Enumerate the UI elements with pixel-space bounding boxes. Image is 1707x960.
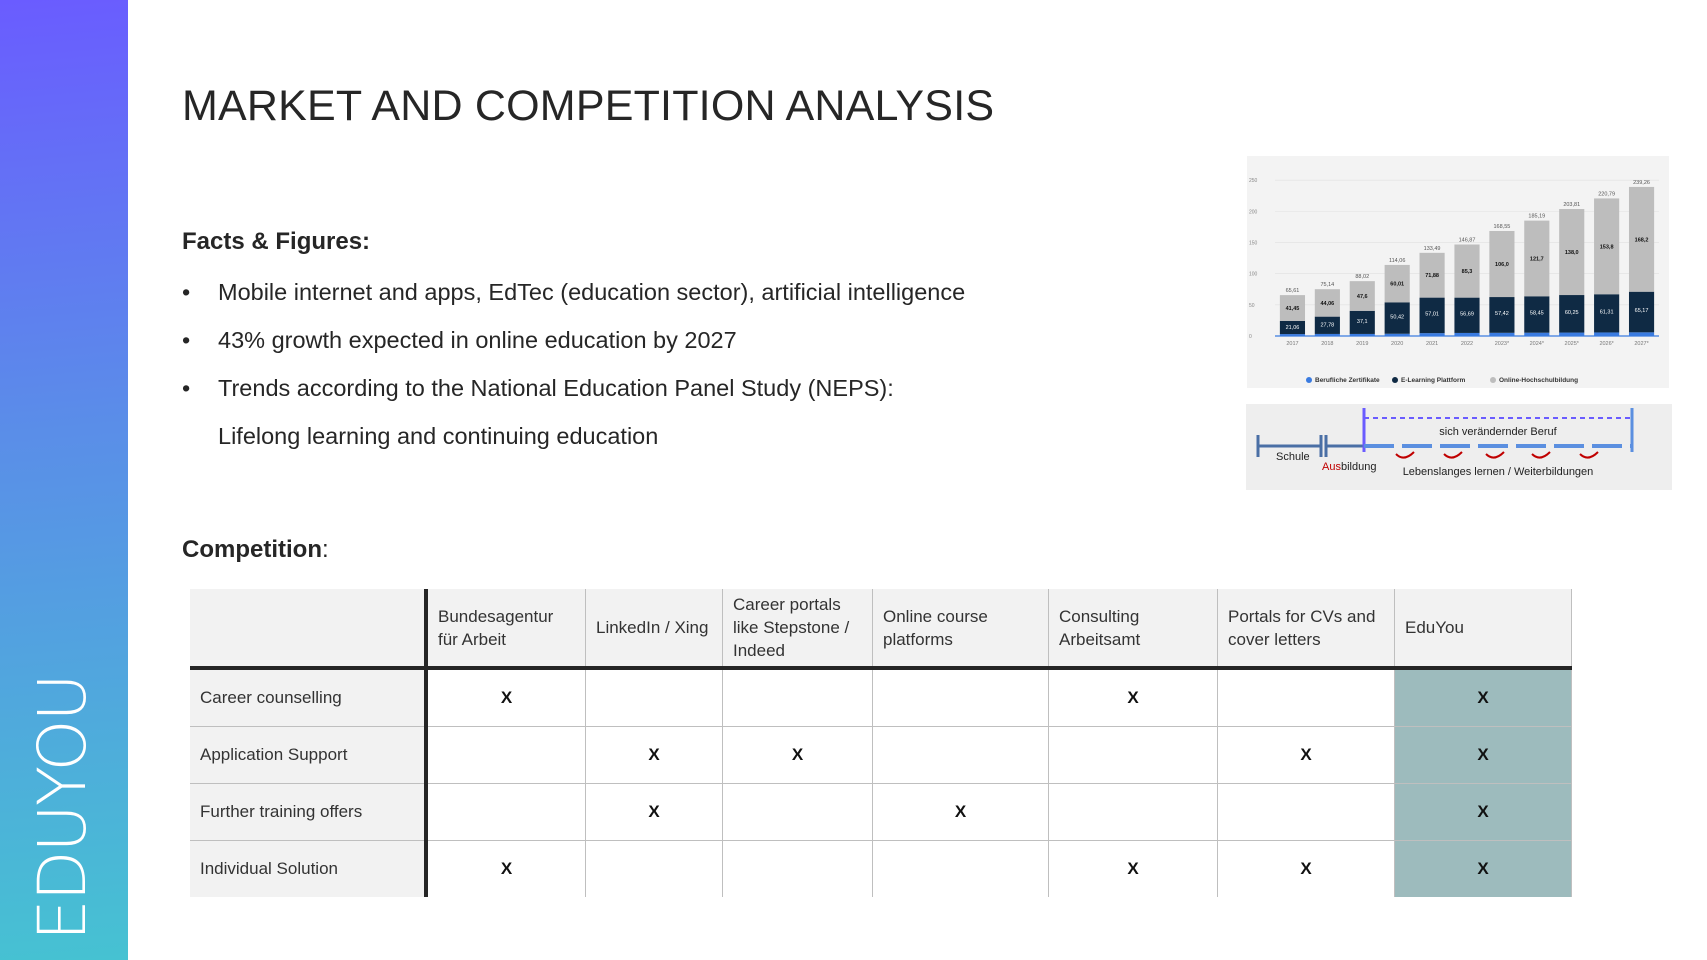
bullet-icon: • bbox=[182, 327, 191, 353]
total-label: 168,55 bbox=[1493, 223, 1511, 230]
total-label: 65,61 bbox=[1285, 288, 1300, 295]
table-cell-eduyou: X bbox=[1395, 841, 1572, 898]
header-corner bbox=[190, 589, 426, 668]
table-cell bbox=[723, 784, 873, 841]
column-header: Portals for CVs and cover letters bbox=[1218, 589, 1395, 668]
table-cell bbox=[426, 727, 586, 784]
segment-label: 27,78 bbox=[1320, 322, 1335, 329]
segment-label: 85,3 bbox=[1461, 269, 1473, 276]
x-tick-label: 2024* bbox=[1529, 341, 1545, 347]
x-tick-label: 2017 bbox=[1286, 341, 1299, 347]
table-cell-eduyou: X bbox=[1395, 784, 1572, 841]
legend-marker-icon bbox=[1490, 377, 1496, 383]
y-tick-label: 150 bbox=[1249, 240, 1258, 247]
table-cell bbox=[1049, 784, 1218, 841]
y-tick-label: 100 bbox=[1249, 271, 1258, 278]
table-cell bbox=[873, 668, 1049, 727]
legend-label: Online-Hochschulbildung bbox=[1499, 377, 1579, 384]
y-tick-label: 250 bbox=[1249, 178, 1258, 185]
training-label-suffix: bildung bbox=[1340, 461, 1377, 473]
column-header: Bundesagentur für Arbeit bbox=[426, 589, 586, 668]
table-cell: X bbox=[1049, 841, 1218, 898]
x-tick-label: 2018 bbox=[1321, 341, 1334, 347]
x-tick-label: 2023* bbox=[1494, 341, 1510, 347]
total-label: 114,06 bbox=[1388, 257, 1406, 264]
total-label: 239,26 bbox=[1633, 179, 1650, 186]
row-label: Individual Solution bbox=[190, 841, 426, 898]
bullet-text: Trends according to the National Education Panel Study (NEPS): bbox=[218, 375, 894, 401]
column-header: LinkedIn / Xing bbox=[586, 589, 723, 668]
table-cell-eduyou: X bbox=[1395, 668, 1572, 727]
list-item bbox=[182, 324, 965, 372]
segment-label: 44,06 bbox=[1320, 300, 1335, 307]
loop-arrow-icon bbox=[1532, 452, 1550, 458]
total-label: 203,81 bbox=[1563, 202, 1581, 209]
total-label: 220,79 bbox=[1598, 191, 1616, 198]
chart-svg bbox=[1247, 156, 1669, 388]
table-cell bbox=[723, 841, 873, 898]
table-cell: X bbox=[586, 784, 723, 841]
facts-heading: Facts & Figures: bbox=[182, 228, 371, 255]
x-tick-label: 2021 bbox=[1425, 341, 1439, 347]
table-cell bbox=[873, 841, 1049, 898]
row-label: Application Support bbox=[190, 727, 426, 784]
column-header-eduyou: EduYou bbox=[1395, 589, 1572, 668]
loop-arrow-icon bbox=[1396, 452, 1414, 458]
table-cell bbox=[1218, 668, 1395, 727]
bullet-text: Mobile internet and apps, EdTec (education sector), artificial intelligence bbox=[218, 279, 966, 305]
y-tick-label: 200 bbox=[1249, 209, 1258, 216]
column-header: Career portals like Stepstone / Indeed bbox=[723, 589, 873, 668]
table-cell bbox=[586, 668, 723, 727]
total-label: 88,02 bbox=[1355, 274, 1370, 281]
x-tick-label: 2019 bbox=[1356, 341, 1369, 347]
segment-label: 121,7 bbox=[1529, 256, 1544, 263]
y-tick-label: 0 bbox=[1249, 334, 1252, 340]
column-header: Online course platforms bbox=[873, 589, 1049, 668]
legend-marker-icon bbox=[1392, 377, 1398, 383]
x-tick-label: 2026* bbox=[1599, 341, 1614, 347]
legend-marker-icon bbox=[1306, 377, 1312, 383]
career-path-diagram bbox=[1246, 404, 1672, 490]
segment-label: 57,42 bbox=[1495, 311, 1509, 318]
brand-sidebar bbox=[0, 0, 128, 960]
market-growth-chart bbox=[1247, 156, 1669, 388]
table-cell: X bbox=[1049, 668, 1218, 727]
school-label: Schule bbox=[1276, 451, 1310, 463]
table-cell: X bbox=[723, 727, 873, 784]
segment-label: 60,25 bbox=[1564, 309, 1579, 316]
row-label: Further training offers bbox=[190, 784, 426, 841]
table-cell: X bbox=[873, 784, 1049, 841]
competition-heading-text: Competition bbox=[182, 536, 322, 563]
segment-label: 65,17 bbox=[1634, 307, 1649, 314]
list-item-continuation bbox=[182, 420, 965, 468]
table-row bbox=[190, 727, 1572, 784]
table-row bbox=[190, 784, 1572, 841]
legend-label: E-Learning Plattform bbox=[1401, 377, 1466, 384]
legend-label: Berufliche Zertifikate bbox=[1315, 377, 1380, 384]
table-cell: X bbox=[426, 668, 586, 727]
logo-text: EDUYOU bbox=[24, 675, 101, 941]
bullet-icon: • bbox=[182, 279, 191, 305]
segment-label: 50,42 bbox=[1390, 314, 1405, 321]
training-label bbox=[1322, 461, 1376, 473]
segment-label: 58,45 bbox=[1529, 310, 1544, 317]
table-cell: X bbox=[586, 727, 723, 784]
loop-arrow-icon bbox=[1486, 452, 1504, 458]
list-item bbox=[182, 372, 965, 420]
segment-label: 61,31 bbox=[1599, 309, 1614, 316]
total-label: 146,87 bbox=[1458, 237, 1476, 244]
table-row bbox=[190, 668, 1572, 727]
lifelong-learning-label: Lebenslanges lernen / Weiterbildungen bbox=[1402, 466, 1594, 478]
total-label: 133,49 bbox=[1423, 245, 1441, 252]
training-label-prefix: Aus bbox=[1322, 461, 1341, 473]
segment-label: 47,6 bbox=[1356, 293, 1368, 300]
x-tick-label: 2027* bbox=[1634, 341, 1649, 347]
segment-label: 71,88 bbox=[1425, 273, 1439, 280]
competition-heading-colon: : bbox=[321, 536, 329, 563]
table-cell bbox=[1218, 784, 1395, 841]
loop-arrow-icon bbox=[1444, 452, 1462, 458]
eduyou-logo bbox=[24, 675, 101, 941]
changing-job-label: sich verändernder Beruf bbox=[1439, 426, 1557, 438]
loop-arrow-icon bbox=[1580, 452, 1598, 458]
bullet-text: 43% growth expected in online education by 2027 bbox=[218, 327, 737, 353]
x-tick-label: 2025* bbox=[1564, 341, 1579, 347]
facts-list bbox=[182, 276, 965, 468]
segment-label: 56,69 bbox=[1460, 311, 1474, 318]
row-label: Career counselling bbox=[190, 668, 426, 727]
table-cell: X bbox=[426, 841, 586, 898]
table-cell bbox=[426, 784, 586, 841]
segment-label: 138,0 bbox=[1564, 250, 1579, 257]
x-tick-label: 2020 bbox=[1391, 341, 1404, 347]
segment-label: 153,8 bbox=[1599, 244, 1614, 251]
table-cell: X bbox=[1218, 841, 1395, 898]
competition-heading bbox=[182, 536, 329, 564]
segment-label: 21,06 bbox=[1285, 324, 1300, 331]
table-row bbox=[190, 841, 1572, 898]
bullet-icon: • bbox=[182, 375, 191, 401]
segment-label: 41,45 bbox=[1285, 306, 1300, 313]
segment-label: 168,2 bbox=[1634, 237, 1649, 244]
career-path-svg bbox=[1246, 404, 1672, 490]
total-label: 185,19 bbox=[1528, 213, 1546, 220]
table-cell bbox=[586, 841, 723, 898]
column-header: Consulting Arbeitsamt bbox=[1049, 589, 1218, 668]
table-cell-eduyou: X bbox=[1395, 727, 1572, 784]
table-cell bbox=[1049, 727, 1218, 784]
page-title: MARKET AND COMPETITION ANALYSIS bbox=[182, 82, 995, 130]
table-cell bbox=[873, 727, 1049, 784]
x-tick-label: 2022 bbox=[1460, 341, 1474, 347]
table-cell bbox=[723, 668, 873, 727]
total-label: 75,14 bbox=[1320, 282, 1335, 289]
table-header-row bbox=[190, 589, 1572, 668]
list-item bbox=[182, 276, 965, 324]
segment-label: 37,1 bbox=[1356, 319, 1368, 326]
segment-label: 57,01 bbox=[1425, 311, 1439, 318]
bullet-continuation-text: Lifelong learning and continuing education bbox=[218, 423, 659, 449]
y-tick-label: 50 bbox=[1249, 302, 1255, 309]
competition-table bbox=[190, 589, 1572, 897]
segment-label: 106,0 bbox=[1495, 262, 1509, 269]
table-cell: X bbox=[1218, 727, 1395, 784]
segment-label: 60,01 bbox=[1390, 281, 1405, 288]
